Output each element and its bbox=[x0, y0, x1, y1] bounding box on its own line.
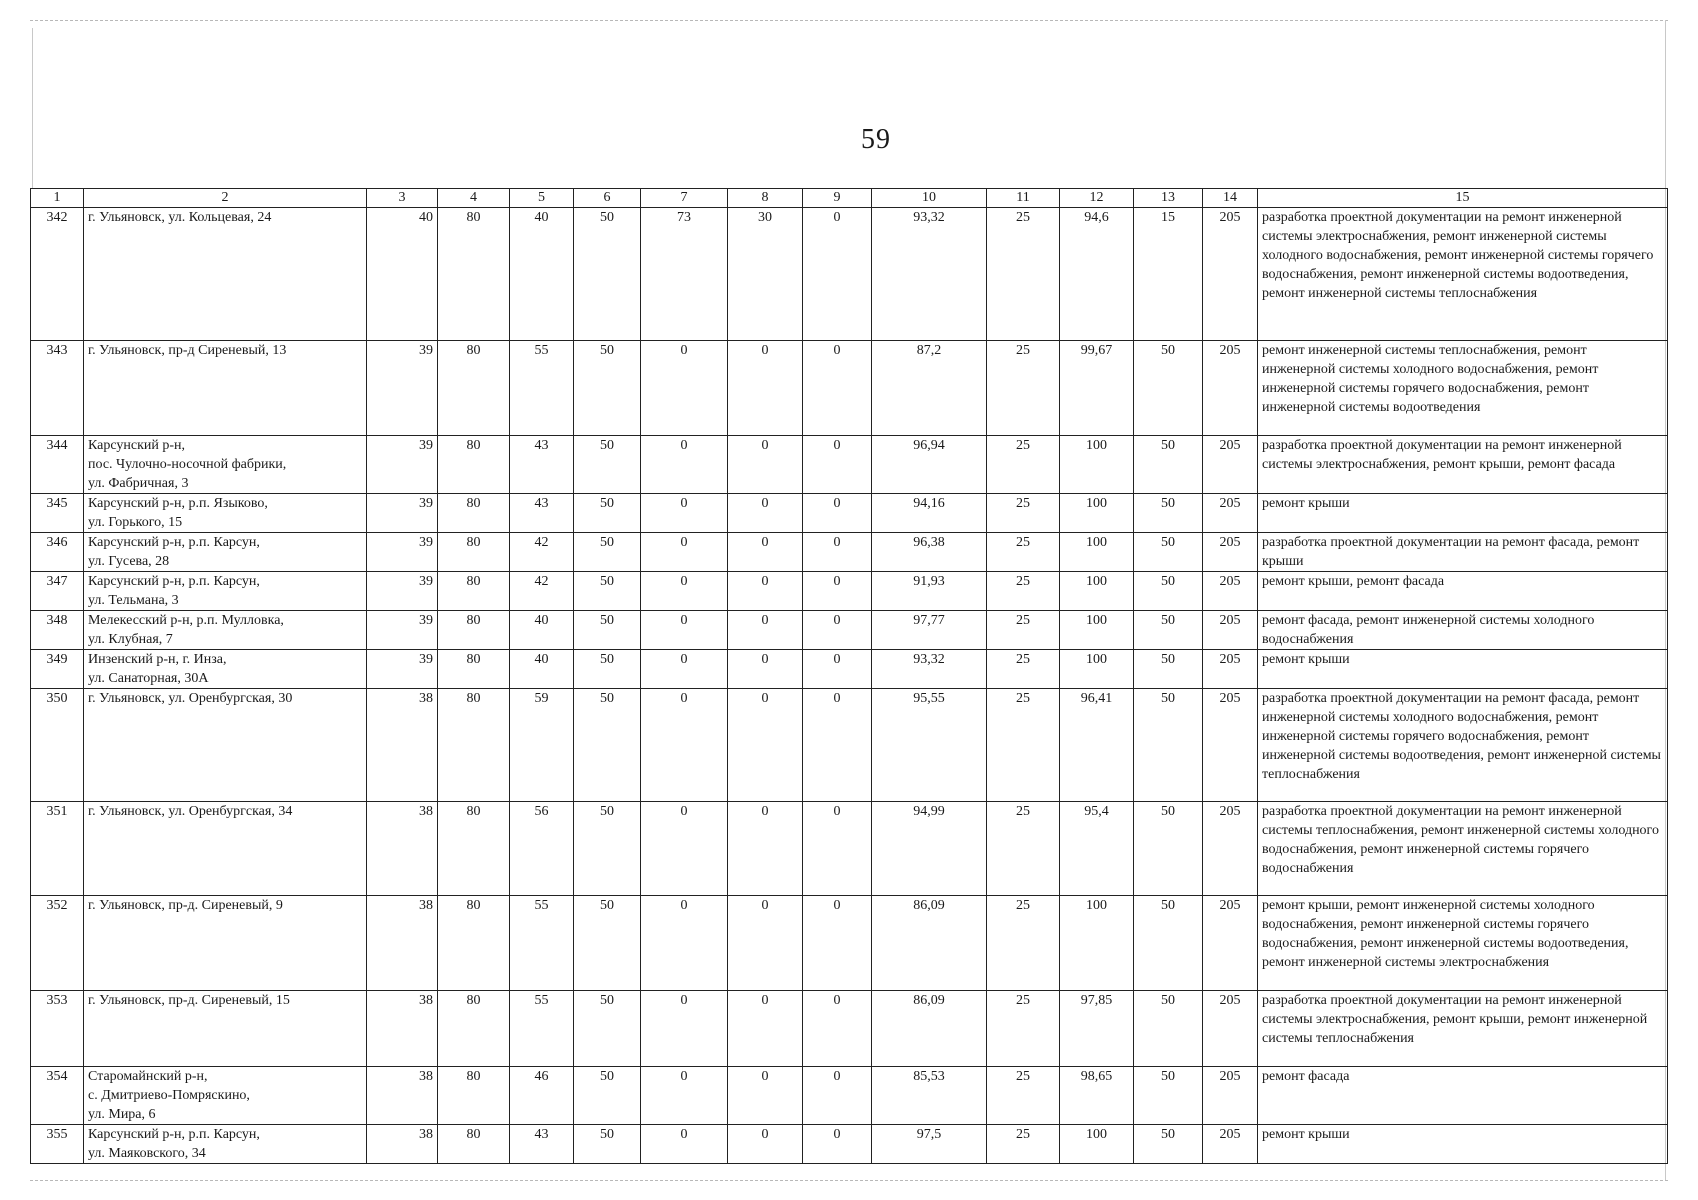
column-header: 12 bbox=[1060, 189, 1134, 208]
cell-col-3: 39 bbox=[367, 611, 438, 650]
cell-col-5: 40 bbox=[510, 650, 574, 689]
column-header: 13 bbox=[1134, 189, 1203, 208]
table-row bbox=[31, 1067, 1668, 1125]
cell-col-11: 25 bbox=[987, 991, 1060, 1067]
cell-col-14: 205 bbox=[1203, 533, 1258, 572]
cell-col-10: 86,09 bbox=[872, 896, 987, 991]
cell-col-7: 0 bbox=[641, 991, 728, 1067]
row-number: 350 bbox=[31, 689, 84, 802]
cell-col-10: 97,77 bbox=[872, 611, 987, 650]
cell-col-10: 97,5 bbox=[872, 1125, 987, 1164]
column-header: 4 bbox=[438, 189, 510, 208]
cell-col-7: 0 bbox=[641, 572, 728, 611]
cell-col-13: 50 bbox=[1134, 611, 1203, 650]
works-description: ремонт крыши, ремонт фасада bbox=[1258, 572, 1668, 611]
table-row bbox=[31, 572, 1668, 611]
cell-col-14: 205 bbox=[1203, 802, 1258, 896]
row-number: 355 bbox=[31, 1125, 84, 1164]
row-number: 343 bbox=[31, 341, 84, 436]
cell-col-4: 80 bbox=[438, 1125, 510, 1164]
cell-col-4: 80 bbox=[438, 341, 510, 436]
cell-col-5: 55 bbox=[510, 991, 574, 1067]
cell-col-9: 0 bbox=[803, 1067, 872, 1125]
cell-col-6: 50 bbox=[574, 494, 641, 533]
cell-col-11: 25 bbox=[987, 802, 1060, 896]
cell-col-8: 0 bbox=[728, 991, 803, 1067]
column-header: 10 bbox=[872, 189, 987, 208]
table-row bbox=[31, 802, 1668, 896]
table-row bbox=[31, 341, 1668, 436]
cell-col-6: 50 bbox=[574, 436, 641, 494]
cell-col-12: 100 bbox=[1060, 896, 1134, 991]
page-number: 59 bbox=[861, 124, 891, 155]
cell-col-3: 39 bbox=[367, 341, 438, 436]
table-row bbox=[31, 436, 1668, 494]
cell-col-5: 42 bbox=[510, 533, 574, 572]
cell-col-12: 100 bbox=[1060, 533, 1134, 572]
cell-col-8: 30 bbox=[728, 208, 803, 341]
cell-col-12: 100 bbox=[1060, 494, 1134, 533]
works-description: ремонт крыши, ремонт инженерной системы холодного водоснабжения, ремонт инженерной системы горячего водоснабжения, ремонт инженерной системы водоотведения, ремонт инженерной системы электроснабжения bbox=[1258, 896, 1668, 991]
works-description: разработка проектной документации на ремонт инженерной системы теплоснабжения, ремонт инженерной системы холодного водоснабжения, ремонт инженерной системы горячего водоснабжения bbox=[1258, 802, 1668, 896]
cell-col-6: 50 bbox=[574, 689, 641, 802]
address: г. Ульяновск, пр-д Сиреневый, 13 bbox=[84, 341, 367, 436]
column-header: 8 bbox=[728, 189, 803, 208]
cell-col-10: 96,38 bbox=[872, 533, 987, 572]
works-description: разработка проектной документации на ремонт инженерной системы электроснабжения, ремонт крыши, ремонт инженерной системы теплоснабжения bbox=[1258, 991, 1668, 1067]
cell-col-6: 50 bbox=[574, 572, 641, 611]
cell-col-8: 0 bbox=[728, 494, 803, 533]
cell-col-4: 80 bbox=[438, 494, 510, 533]
cell-col-6: 50 bbox=[574, 611, 641, 650]
cell-col-14: 205 bbox=[1203, 1125, 1258, 1164]
cell-col-6: 50 bbox=[574, 533, 641, 572]
cell-col-7: 0 bbox=[641, 689, 728, 802]
cell-col-9: 0 bbox=[803, 341, 872, 436]
cell-col-8: 0 bbox=[728, 436, 803, 494]
cell-col-6: 50 bbox=[574, 802, 641, 896]
address: Карсунский р-н, р.п. Карсун, ул. Тельмана, 3 bbox=[84, 572, 367, 611]
row-number: 351 bbox=[31, 802, 84, 896]
scan-border-top bbox=[30, 20, 1668, 21]
cell-col-7: 0 bbox=[641, 1125, 728, 1164]
cell-col-11: 25 bbox=[987, 208, 1060, 341]
cell-col-10: 86,09 bbox=[872, 991, 987, 1067]
works-description: разработка проектной документации на ремонт инженерной системы электроснабжения, ремонт инженерной системы холодного водоснабжения, ремонт инженерной системы горячего водоснабжения, ремонт инженерной системы водоотведения, ремонт инженерной системы теплоснабжения bbox=[1258, 208, 1668, 341]
cell-col-10: 94,16 bbox=[872, 494, 987, 533]
cell-col-6: 50 bbox=[574, 991, 641, 1067]
cell-col-10: 93,32 bbox=[872, 208, 987, 341]
cell-col-4: 80 bbox=[438, 896, 510, 991]
cell-col-11: 25 bbox=[987, 611, 1060, 650]
row-number: 342 bbox=[31, 208, 84, 341]
cell-col-5: 59 bbox=[510, 689, 574, 802]
cell-col-4: 80 bbox=[438, 1067, 510, 1125]
row-number: 344 bbox=[31, 436, 84, 494]
cell-col-14: 205 bbox=[1203, 436, 1258, 494]
column-header: 3 bbox=[367, 189, 438, 208]
works-description: ремонт фасада, ремонт инженерной системы холодного водоснабжения bbox=[1258, 611, 1668, 650]
cell-col-3: 38 bbox=[367, 1067, 438, 1125]
scan-border-bottom bbox=[30, 1180, 1668, 1181]
cell-col-7: 73 bbox=[641, 208, 728, 341]
column-header: 15 bbox=[1258, 189, 1668, 208]
address: г. Ульяновск, ул. Кольцевая, 24 bbox=[84, 208, 367, 341]
cell-col-7: 0 bbox=[641, 611, 728, 650]
cell-col-4: 80 bbox=[438, 436, 510, 494]
cell-col-12: 100 bbox=[1060, 650, 1134, 689]
cell-col-13: 50 bbox=[1134, 1067, 1203, 1125]
cell-col-13: 15 bbox=[1134, 208, 1203, 341]
cell-col-14: 205 bbox=[1203, 341, 1258, 436]
cell-col-9: 0 bbox=[803, 436, 872, 494]
cell-col-14: 205 bbox=[1203, 896, 1258, 991]
cell-col-8: 0 bbox=[728, 572, 803, 611]
cell-col-3: 39 bbox=[367, 436, 438, 494]
cell-col-13: 50 bbox=[1134, 802, 1203, 896]
address: Мелекесский р-н, р.п. Мулловка, ул. Клубная, 7 bbox=[84, 611, 367, 650]
cell-col-13: 50 bbox=[1134, 896, 1203, 991]
cell-col-5: 55 bbox=[510, 896, 574, 991]
cell-col-14: 205 bbox=[1203, 611, 1258, 650]
table-row bbox=[31, 611, 1668, 650]
cell-col-12: 100 bbox=[1060, 436, 1134, 494]
cell-col-4: 80 bbox=[438, 611, 510, 650]
address: Карсунский р-н, р.п. Языково, ул. Горького, 15 bbox=[84, 494, 367, 533]
cell-col-4: 80 bbox=[438, 208, 510, 341]
cell-col-10: 95,55 bbox=[872, 689, 987, 802]
column-header: 11 bbox=[987, 189, 1060, 208]
works-description: ремонт инженерной системы теплоснабжения, ремонт инженерной системы холодного водоснабжения, ремонт инженерной системы горячего водоснабжения, ремонт инженерной системы водоотведения bbox=[1258, 341, 1668, 436]
cell-col-14: 205 bbox=[1203, 991, 1258, 1067]
address: г. Ульяновск, пр-д. Сиреневый, 15 bbox=[84, 991, 367, 1067]
cell-col-13: 50 bbox=[1134, 991, 1203, 1067]
column-header: 1 bbox=[31, 189, 84, 208]
cell-col-12: 100 bbox=[1060, 1125, 1134, 1164]
cell-col-3: 38 bbox=[367, 991, 438, 1067]
cell-col-13: 50 bbox=[1134, 1125, 1203, 1164]
row-number: 354 bbox=[31, 1067, 84, 1125]
cell-col-9: 0 bbox=[803, 802, 872, 896]
cell-col-10: 93,32 bbox=[872, 650, 987, 689]
works-description: разработка проектной документации на ремонт фасада, ремонт инженерной системы холодного водоснабжения, ремонт инженерной системы горячего водоснабжения, ремонт инженерной системы водоотведения, ремонт инженерной системы теплоснабжения bbox=[1258, 689, 1668, 802]
cell-col-11: 25 bbox=[987, 689, 1060, 802]
cell-col-11: 25 bbox=[987, 896, 1060, 991]
scan-border-left bbox=[32, 28, 33, 188]
cell-col-12: 96,41 bbox=[1060, 689, 1134, 802]
table-row bbox=[31, 896, 1668, 991]
cell-col-6: 50 bbox=[574, 1067, 641, 1125]
cell-col-5: 43 bbox=[510, 436, 574, 494]
table-row bbox=[31, 991, 1668, 1067]
row-number: 347 bbox=[31, 572, 84, 611]
column-header: 2 bbox=[84, 189, 367, 208]
cell-col-12: 100 bbox=[1060, 572, 1134, 611]
row-number: 349 bbox=[31, 650, 84, 689]
cell-col-4: 80 bbox=[438, 689, 510, 802]
cell-col-5: 40 bbox=[510, 611, 574, 650]
cell-col-3: 40 bbox=[367, 208, 438, 341]
cell-col-4: 80 bbox=[438, 572, 510, 611]
cell-col-6: 50 bbox=[574, 896, 641, 991]
cell-col-10: 96,94 bbox=[872, 436, 987, 494]
cell-col-14: 205 bbox=[1203, 650, 1258, 689]
cell-col-9: 0 bbox=[803, 991, 872, 1067]
cell-col-3: 38 bbox=[367, 802, 438, 896]
cell-col-13: 50 bbox=[1134, 341, 1203, 436]
cell-col-11: 25 bbox=[987, 1125, 1060, 1164]
cell-col-5: 46 bbox=[510, 1067, 574, 1125]
works-description: ремонт крыши bbox=[1258, 1125, 1668, 1164]
address: Инзенский р-н, г. Инза, ул. Санаторная, 30А bbox=[84, 650, 367, 689]
cell-col-5: 56 bbox=[510, 802, 574, 896]
cell-col-3: 39 bbox=[367, 572, 438, 611]
cell-col-3: 38 bbox=[367, 689, 438, 802]
cell-col-9: 0 bbox=[803, 650, 872, 689]
cell-col-8: 0 bbox=[728, 611, 803, 650]
cell-col-10: 94,99 bbox=[872, 802, 987, 896]
cell-col-6: 50 bbox=[574, 208, 641, 341]
cell-col-13: 50 bbox=[1134, 650, 1203, 689]
cell-col-13: 50 bbox=[1134, 572, 1203, 611]
cell-col-11: 25 bbox=[987, 494, 1060, 533]
cell-col-14: 205 bbox=[1203, 1067, 1258, 1125]
column-header: 9 bbox=[803, 189, 872, 208]
address: Старомайнский р-н, с. Дмитриево-Помряскино, ул. Мира, 6 bbox=[84, 1067, 367, 1125]
cell-col-13: 50 bbox=[1134, 494, 1203, 533]
column-header: 7 bbox=[641, 189, 728, 208]
cell-col-13: 50 bbox=[1134, 436, 1203, 494]
cell-col-8: 0 bbox=[728, 896, 803, 991]
cell-col-9: 0 bbox=[803, 896, 872, 991]
cell-col-14: 205 bbox=[1203, 572, 1258, 611]
cell-col-12: 95,4 bbox=[1060, 802, 1134, 896]
cell-col-11: 25 bbox=[987, 1067, 1060, 1125]
cell-col-14: 205 bbox=[1203, 494, 1258, 533]
address: г. Ульяновск, ул. Оренбургская, 34 bbox=[84, 802, 367, 896]
cell-col-5: 43 bbox=[510, 494, 574, 533]
column-header: 5 bbox=[510, 189, 574, 208]
address: г. Ульяновск, пр-д. Сиреневый, 9 bbox=[84, 896, 367, 991]
cell-col-8: 0 bbox=[728, 341, 803, 436]
cell-col-3: 39 bbox=[367, 650, 438, 689]
table-row bbox=[31, 533, 1668, 572]
cell-col-7: 0 bbox=[641, 802, 728, 896]
works-description: ремонт крыши bbox=[1258, 650, 1668, 689]
table-row bbox=[31, 1125, 1668, 1164]
cell-col-12: 97,85 bbox=[1060, 991, 1134, 1067]
table-row bbox=[31, 689, 1668, 802]
cell-col-8: 0 bbox=[728, 689, 803, 802]
cell-col-4: 80 bbox=[438, 650, 510, 689]
cell-col-11: 25 bbox=[987, 650, 1060, 689]
cell-col-14: 205 bbox=[1203, 689, 1258, 802]
row-number: 348 bbox=[31, 611, 84, 650]
cell-col-11: 25 bbox=[987, 572, 1060, 611]
cell-col-4: 80 bbox=[438, 802, 510, 896]
repair-schedule-table bbox=[30, 188, 1668, 1164]
cell-col-12: 99,67 bbox=[1060, 341, 1134, 436]
cell-col-9: 0 bbox=[803, 1125, 872, 1164]
works-description: ремонт фасада bbox=[1258, 1067, 1668, 1125]
cell-col-9: 0 bbox=[803, 208, 872, 341]
cell-col-9: 0 bbox=[803, 533, 872, 572]
cell-col-3: 39 bbox=[367, 494, 438, 533]
cell-col-9: 0 bbox=[803, 572, 872, 611]
cell-col-4: 80 bbox=[438, 991, 510, 1067]
cell-col-7: 0 bbox=[641, 341, 728, 436]
cell-col-8: 0 bbox=[728, 802, 803, 896]
cell-col-5: 55 bbox=[510, 341, 574, 436]
column-header: 6 bbox=[574, 189, 641, 208]
row-number: 345 bbox=[31, 494, 84, 533]
cell-col-6: 50 bbox=[574, 341, 641, 436]
cell-col-5: 42 bbox=[510, 572, 574, 611]
works-description: разработка проектной документации на ремонт инженерной системы электроснабжения, ремонт крыши, ремонт фасада bbox=[1258, 436, 1668, 494]
cell-col-12: 98,65 bbox=[1060, 1067, 1134, 1125]
cell-col-13: 50 bbox=[1134, 689, 1203, 802]
cell-col-8: 0 bbox=[728, 1067, 803, 1125]
cell-col-3: 38 bbox=[367, 896, 438, 991]
header-row bbox=[31, 189, 1668, 208]
cell-col-8: 0 bbox=[728, 533, 803, 572]
cell-col-11: 25 bbox=[987, 341, 1060, 436]
works-description: разработка проектной документации на ремонт фасада, ремонт крыши bbox=[1258, 533, 1668, 572]
cell-col-5: 40 bbox=[510, 208, 574, 341]
address: Карсунский р-н, р.п. Карсун, ул. Маяковского, 34 bbox=[84, 1125, 367, 1164]
cell-col-12: 94,6 bbox=[1060, 208, 1134, 341]
row-number: 353 bbox=[31, 991, 84, 1067]
cell-col-8: 0 bbox=[728, 650, 803, 689]
cell-col-7: 0 bbox=[641, 650, 728, 689]
address: Карсунский р-н, р.п. Карсун, ул. Гусева, 28 bbox=[84, 533, 367, 572]
cell-col-10: 91,93 bbox=[872, 572, 987, 611]
address: Карсунский р-н, пос. Чулочно-носочной фабрики, ул. Фабричная, 3 bbox=[84, 436, 367, 494]
works-description: ремонт крыши bbox=[1258, 494, 1668, 533]
cell-col-8: 0 bbox=[728, 1125, 803, 1164]
cell-col-13: 50 bbox=[1134, 533, 1203, 572]
row-number: 346 bbox=[31, 533, 84, 572]
table-row bbox=[31, 494, 1668, 533]
cell-col-7: 0 bbox=[641, 436, 728, 494]
cell-col-11: 25 bbox=[987, 436, 1060, 494]
table-row bbox=[31, 650, 1668, 689]
cell-col-10: 87,2 bbox=[872, 341, 987, 436]
cell-col-7: 0 bbox=[641, 1067, 728, 1125]
cell-col-9: 0 bbox=[803, 494, 872, 533]
cell-col-7: 0 bbox=[641, 533, 728, 572]
cell-col-10: 85,53 bbox=[872, 1067, 987, 1125]
table-body bbox=[31, 208, 1668, 1164]
column-header: 14 bbox=[1203, 189, 1258, 208]
address: г. Ульяновск, ул. Оренбургская, 30 bbox=[84, 689, 367, 802]
cell-col-12: 100 bbox=[1060, 611, 1134, 650]
row-number: 352 bbox=[31, 896, 84, 991]
cell-col-4: 80 bbox=[438, 533, 510, 572]
cell-col-11: 25 bbox=[987, 533, 1060, 572]
cell-col-3: 39 bbox=[367, 533, 438, 572]
cell-col-14: 205 bbox=[1203, 208, 1258, 341]
cell-col-9: 0 bbox=[803, 689, 872, 802]
cell-col-6: 50 bbox=[574, 650, 641, 689]
cell-col-6: 50 bbox=[574, 1125, 641, 1164]
cell-col-9: 0 bbox=[803, 611, 872, 650]
table-row bbox=[31, 208, 1668, 341]
cell-col-5: 43 bbox=[510, 1125, 574, 1164]
cell-col-7: 0 bbox=[641, 494, 728, 533]
cell-col-3: 38 bbox=[367, 1125, 438, 1164]
cell-col-7: 0 bbox=[641, 896, 728, 991]
